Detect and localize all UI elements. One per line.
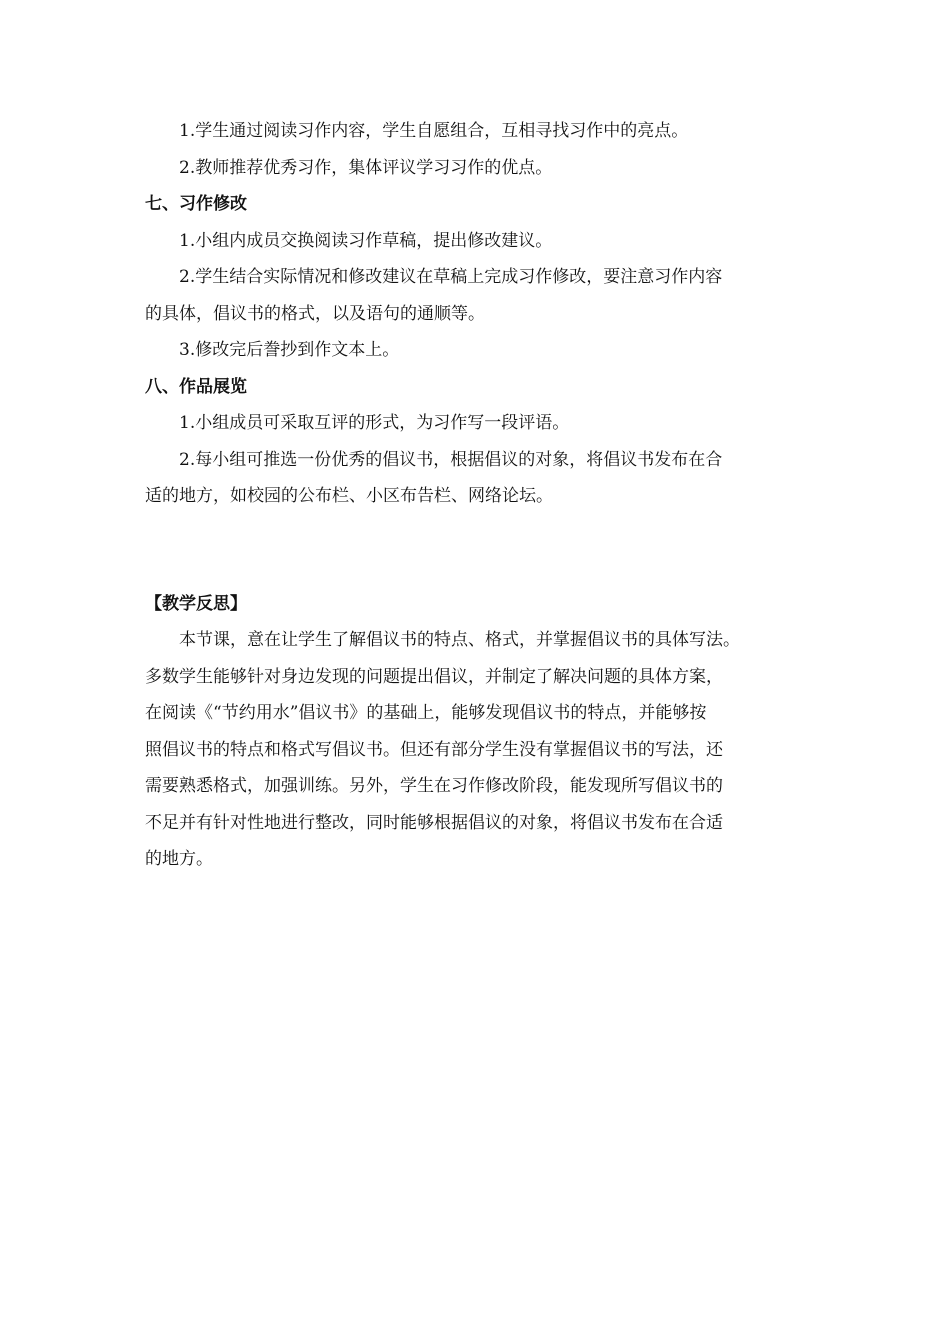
reflection-heading: 【教学反思】 bbox=[145, 593, 247, 614]
reflection-line-3: 在阅读《“节约用水”倡议书》的基础上，能够发现倡议书的特点，并能够按 bbox=[145, 703, 707, 723]
reflection-line-6: 不足并有针对性地进行整改，同时能够根据倡议的对象，将倡议书发布在合适 bbox=[145, 812, 723, 833]
section8-item-2-continued: 适的地方，如校园的公布栏、小区布告栏、网络论坛。 bbox=[145, 486, 553, 506]
section7-heading: 七、习作修改 bbox=[145, 194, 247, 214]
section8-item-1: 1.小组成员可采取互评的形式，为习作写一段评语。 bbox=[179, 413, 570, 433]
section6-item-1: 1.学生通过阅读习作内容，学生自愿组合，互相寻找习作中的亮点。 bbox=[179, 121, 689, 141]
reflection-line-2: 多数学生能够针对身边发现的问题提出倡议，并制定了解决问题的具体方案， bbox=[145, 666, 723, 687]
reflection-line-4: 照倡议书的特点和格式写倡议书。但还有部分学生没有掌握倡议书的写法，还 bbox=[145, 739, 723, 760]
section7-item-2: 2.学生结合实际情况和修改建议在草稿上完成习作修改，要注意习作内容 bbox=[179, 267, 723, 287]
section-spacer bbox=[145, 515, 805, 586]
section7-item-2-continued: 的具体，倡议书的格式，以及语句的通顺等。 bbox=[145, 303, 485, 324]
section8-heading: 八、作品展览 bbox=[145, 376, 247, 397]
section8-item-2: 2.每小组可推选一份优秀的倡议书，根据倡议的对象，将倡议书发布在合 bbox=[179, 449, 723, 470]
reflection-line-5: 需要熟悉格式，加强训练。另外，学生在习作修改阶段，能发现所写倡议书的 bbox=[145, 776, 723, 796]
reflection-line-1: 本节课，意在让学生了解倡议书的特点、格式，并掌握倡议书的具体写法。 bbox=[179, 630, 740, 650]
section7-item-1: 1.小组内成员交换阅读习作草稿，提出修改建议。 bbox=[179, 230, 553, 251]
section7-item-3: 3.修改完后誊抄到作文本上。 bbox=[179, 340, 400, 360]
document-content bbox=[145, 113, 805, 878]
section6-item-2: 2.教师推荐优秀习作，集体评议学习习作的优点。 bbox=[179, 157, 553, 178]
reflection-line-7: 的地方。 bbox=[145, 849, 213, 869]
